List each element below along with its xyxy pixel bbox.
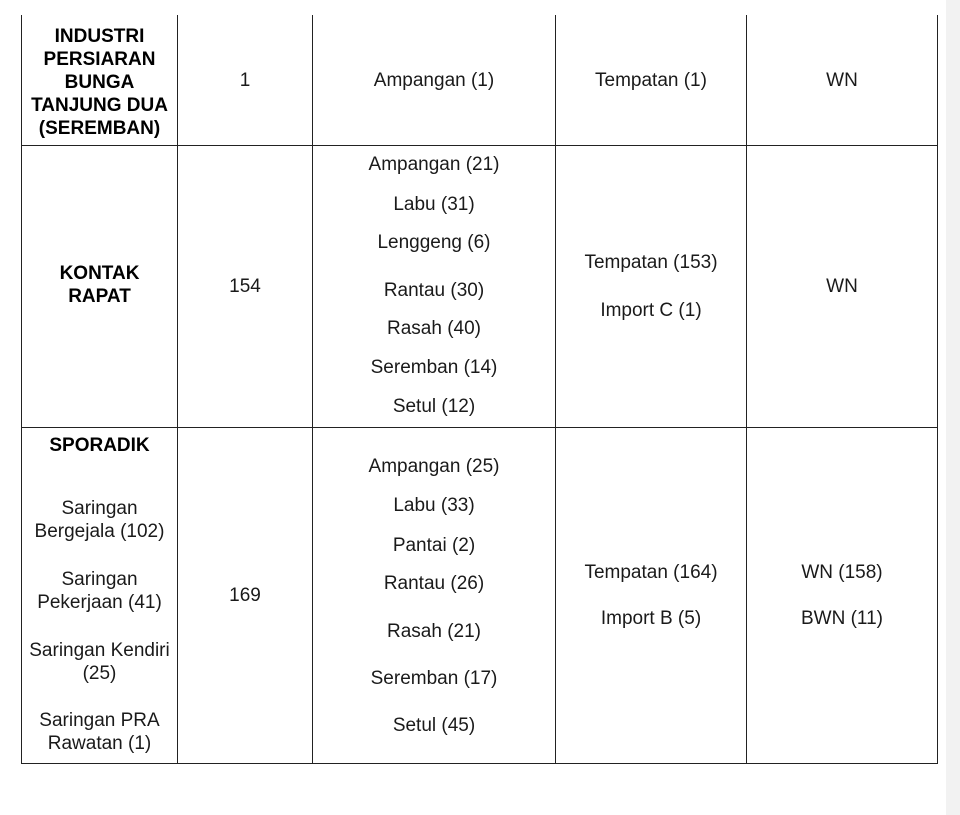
page-margin — [946, 0, 960, 815]
row-divider — [21, 427, 938, 428]
citizenship-cell — [747, 15, 937, 145]
area-item: Seremban (14) — [370, 357, 498, 378]
area-item: Rantau (30) — [383, 280, 485, 301]
area-item: Labu (33) — [393, 495, 475, 516]
area-item: Rasah (40) — [387, 318, 481, 339]
citizenship-cell — [747, 275, 937, 298]
cluster-name: KONTAK RAPAT — [59, 263, 140, 307]
source-item: Tempatan (153) — [584, 252, 718, 273]
table-row-industri — [22, 24, 177, 140]
case-count: 169 — [229, 585, 261, 606]
area-item: Ampangan (25) — [368, 456, 500, 477]
area-item: Labu (31) — [393, 194, 475, 215]
sub-item: Saringan Bergejala (102) — [34, 498, 165, 542]
sources-cell — [556, 15, 746, 145]
cluster-name: INDUSTRI PERSIARAN BUNGA TANJUNG DUA (SEREMBAN) — [31, 25, 168, 139]
cases-cell — [178, 15, 312, 145]
row-divider — [21, 145, 938, 146]
table-border — [937, 15, 938, 764]
table-border — [21, 763, 938, 764]
area-item: Seremban (17) — [370, 668, 498, 689]
citizenship-item: BWN (11) — [801, 608, 883, 629]
area-item: Setul (12) — [392, 396, 476, 417]
area-item: Ampangan (1) — [373, 69, 495, 91]
sub-item: Saringan Pekerjaan (41) — [37, 569, 162, 613]
area-item: Lenggeng (6) — [377, 232, 491, 253]
cluster-name: SPORADIK — [49, 435, 150, 456]
citizenship-item: WN — [826, 69, 858, 91]
case-count: 154 — [229, 276, 261, 297]
sub-item: Saringan PRA Rawatan (1) — [39, 710, 160, 754]
case-count: 1 — [239, 69, 251, 91]
area-item: Setul (45) — [392, 715, 476, 736]
areas-cell — [313, 15, 555, 145]
table-row-kontak-rapat — [22, 262, 177, 308]
citizenship-item: WN — [826, 276, 858, 297]
area-item: Pantai (2) — [392, 535, 476, 556]
citizenship-item: WN (158) — [801, 562, 883, 583]
sub-item: Saringan Kendiri (25) — [29, 640, 170, 684]
source-item: Import B (5) — [600, 608, 702, 629]
cases-cell — [178, 584, 312, 607]
cases-cell — [178, 275, 312, 298]
area-item: Ampangan (21) — [368, 154, 500, 175]
source-item: Import C (1) — [600, 300, 702, 321]
area-item: Rantau (26) — [383, 573, 485, 594]
area-item: Rasah (21) — [387, 621, 481, 642]
source-item: Tempatan (164) — [584, 562, 718, 583]
source-item: Tempatan (1) — [595, 69, 707, 91]
